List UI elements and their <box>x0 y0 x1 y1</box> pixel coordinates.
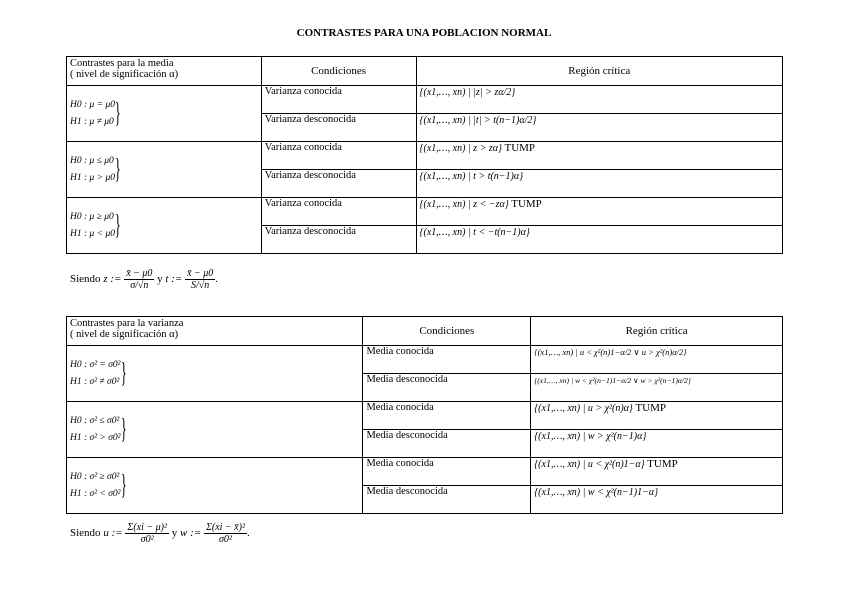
condition-cell: Media conocida <box>363 458 531 486</box>
t-numerator: x̄ − μ0 <box>187 268 214 279</box>
condition-cell: Varianza conocida <box>261 198 416 226</box>
h0-label: H0 : σ² ≥ σ0² <box>70 471 120 482</box>
h1-label: H1 : μ ≠ μ0 <box>70 116 114 127</box>
mean-formula <box>70 268 218 291</box>
h1-label: H1 : μ < μ0 <box>70 228 115 239</box>
region-expr: {(x1,…, xn) | w < χ²(n−1)1−α} <box>534 487 659 498</box>
h0-label: H0 : μ ≤ μ0 <box>70 155 114 166</box>
tump-label: TUMP <box>635 402 666 414</box>
region-expr: {(x1,…, xn) | |z| > zα/2} <box>419 87 516 98</box>
region-cell <box>531 486 783 514</box>
y-conjunction: y <box>171 527 178 540</box>
header-critical-region: Región crítica <box>531 317 783 346</box>
region-expr: {(x1,…, xn) | z > zα} <box>419 143 502 154</box>
h0-label: H0 : σ² ≤ σ0² <box>70 415 120 426</box>
condition-cell: Varianza desconocida <box>261 114 416 142</box>
page-title: CONTRASTES PARA UNA POBLACION NORMAL <box>296 27 552 39</box>
region-cell <box>531 374 783 402</box>
region-cell <box>416 226 783 254</box>
region-cell <box>416 170 783 198</box>
region-cell <box>531 402 783 430</box>
region-expr: {(x1,…, xn) | w < χ²(n−1)1−α/2 ∨ w > χ²(n−1)α/2} <box>534 376 691 385</box>
region-expr: {(x1,…, xn) | t > t(n−1)α} <box>419 171 524 182</box>
u-lhs: u := <box>103 527 123 540</box>
region-cell <box>531 430 783 458</box>
h1-label: H1 : μ > μ0 <box>70 172 115 183</box>
tump-label: TUMP <box>511 198 542 210</box>
hypothesis-cell <box>67 458 363 514</box>
region-expr: {(x1,…, xn) | w > χ²(n−1)α} <box>534 431 647 442</box>
condition-cell: Media conocida <box>363 346 531 374</box>
right-brace-icon: } <box>114 209 121 241</box>
u-fraction <box>125 522 169 545</box>
tump-label: TUMP <box>647 458 678 470</box>
w-lhs: w := <box>180 527 202 540</box>
t-lhs: t := <box>165 273 183 286</box>
u-denominator: σ0² <box>140 534 154 545</box>
condition-cell: Varianza conocida <box>261 86 416 114</box>
siendo-label: Siendo <box>70 273 101 286</box>
right-brace-icon: } <box>120 469 127 501</box>
header-line: ( nivel de significación α) <box>70 329 179 340</box>
z-lhs: z := <box>103 273 122 286</box>
h1-label: H1 : σ² ≠ σ0² <box>70 376 120 387</box>
w-numerator: Σ(xi − x̄)² <box>205 522 245 533</box>
hypothesis-cell <box>67 346 363 402</box>
w-fraction <box>204 522 247 545</box>
right-brace-icon: } <box>120 413 127 445</box>
h0-label: H0 : σ² = σ0² <box>70 359 121 370</box>
header-line: ( nivel de significación α) <box>70 69 179 80</box>
header-conditions: Condiciones <box>363 317 531 346</box>
header-critical-region: Región crítica <box>416 57 783 86</box>
region-cell <box>416 198 783 226</box>
t-denominator: S/√n <box>191 280 210 291</box>
variance-formula <box>70 522 250 545</box>
w-denominator: σ0² <box>218 534 232 545</box>
condition-cell: Media desconocida <box>363 374 531 402</box>
hypothesis-cell <box>67 142 262 198</box>
condition-cell: Varianza desconocida <box>261 170 416 198</box>
header-contrasts-variance <box>67 317 363 346</box>
right-brace-icon: } <box>120 357 127 389</box>
condition-cell: Media desconocida <box>363 486 531 514</box>
z-denominator: σ/√n <box>130 280 149 291</box>
z-numerator: x̄ − μ0 <box>126 268 153 279</box>
mean-contrast-table <box>66 56 783 254</box>
t-fraction <box>185 268 215 291</box>
hypothesis-cell <box>67 402 363 458</box>
u-numerator: Σ(xi − μ)² <box>127 522 167 533</box>
h0-label: H0 : μ ≥ μ0 <box>70 211 114 222</box>
condition-cell: Media desconocida <box>363 430 531 458</box>
region-expr: {(x1,…, xn) | |t| > t(n−1)α/2} <box>419 115 537 126</box>
right-brace-icon: } <box>114 97 121 129</box>
header-line: Contrastes para la media <box>70 58 174 69</box>
region-expr: {(x1,…, xn) | z < −zα} <box>419 199 509 210</box>
region-expr: {(x1,…, xn) | u < χ²(n)1−α/2 ∨ u > χ²(n)α/2} <box>534 347 687 357</box>
h1-label: H1 : σ² > σ0² <box>70 432 121 443</box>
region-cell <box>416 142 783 170</box>
header-conditions: Condiciones <box>261 57 416 86</box>
hypothesis-cell <box>67 198 262 254</box>
condition-cell: Media conocida <box>363 402 531 430</box>
region-cell <box>531 346 783 374</box>
region-expr: {(x1,…, xn) | u > χ²(n)α} <box>534 403 633 414</box>
period: . <box>246 527 250 540</box>
hypothesis-cell <box>67 86 262 142</box>
y-conjunction: y <box>157 273 163 286</box>
region-expr: {(x1,…, xn) | u < χ²(n)1−α} <box>534 459 645 470</box>
z-fraction <box>124 268 154 291</box>
header-contrasts-mean <box>67 57 262 86</box>
h1-label: H1 : σ² < σ0² <box>70 488 121 499</box>
region-cell <box>416 86 783 114</box>
condition-cell: Varianza conocida <box>261 142 416 170</box>
siendo-label: Siendo <box>70 527 101 540</box>
region-cell <box>416 114 783 142</box>
region-cell <box>531 458 783 486</box>
variance-contrast-table <box>66 316 783 514</box>
h0-label: H0 : μ = μ0 <box>70 99 115 110</box>
right-brace-icon: } <box>114 153 121 185</box>
condition-cell: Varianza desconocida <box>261 226 416 254</box>
header-line: Contrastes para la varianza <box>70 318 184 329</box>
region-expr: {(x1,…, xn) | t < −t(n−1)α} <box>419 227 530 238</box>
period: . <box>215 273 219 286</box>
tump-label: TUMP <box>504 142 536 154</box>
